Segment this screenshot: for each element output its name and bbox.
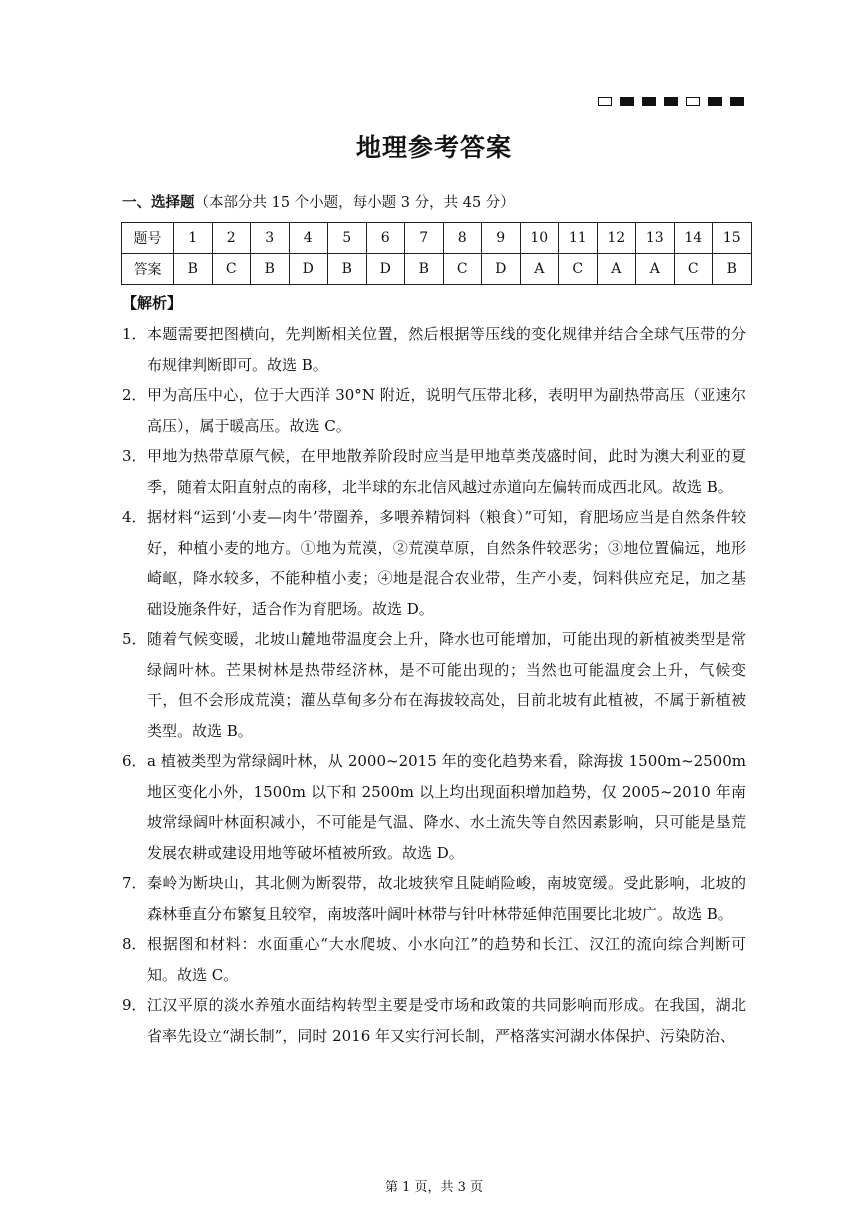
explanation-item — [122, 868, 746, 929]
filled-square-mark — [664, 97, 678, 106]
question-number: 6 — [366, 223, 405, 254]
explanation-item — [122, 380, 746, 441]
section-heading — [122, 191, 515, 212]
answer-letter: D — [289, 254, 328, 285]
question-number: 11 — [559, 223, 598, 254]
row-label-question: 题号 — [122, 223, 174, 254]
item-number: 1． — [122, 325, 147, 343]
answer-letter: C — [674, 254, 713, 285]
item-number: 3． — [122, 447, 147, 465]
item-number: 9． — [122, 996, 147, 1014]
answer-letter: B — [713, 254, 752, 285]
answer-letter: A — [520, 254, 559, 285]
explanation-item — [122, 319, 746, 380]
item-number: 4． — [122, 508, 147, 526]
answer-letter: A — [597, 254, 636, 285]
answer-letter: A — [636, 254, 675, 285]
question-number-row — [122, 223, 752, 254]
header-marks — [598, 97, 744, 106]
answer-letter: C — [559, 254, 598, 285]
item-number: 6． — [122, 752, 147, 770]
explanation-list — [122, 319, 746, 1051]
question-number: 3 — [251, 223, 290, 254]
answer-table — [121, 222, 752, 285]
question-number: 1 — [174, 223, 213, 254]
item-number: 8． — [122, 935, 147, 953]
question-number: 4 — [289, 223, 328, 254]
hollow-square-mark — [598, 97, 612, 106]
answer-letter: D — [366, 254, 405, 285]
question-number: 15 — [713, 223, 752, 254]
answer-letter: D — [482, 254, 521, 285]
answer-row — [122, 254, 752, 285]
filled-square-mark — [730, 97, 744, 106]
explanation-item — [122, 990, 746, 1051]
explanation-item — [122, 441, 746, 502]
answer-letter: B — [251, 254, 290, 285]
item-text: 秦岭为断块山，其北侧为断裂带，故北坡狭窄且陡峭险峻，南坡宽缓。受此影响，北坡的森林垂直分布繁复且较窄，南坡落叶阔叶林带与针叶林带延伸范围要比北坡广。故选 B。 — [147, 874, 746, 923]
question-number: 5 — [328, 223, 367, 254]
item-number: 2． — [122, 386, 147, 404]
item-text: 据材料“运到‘小麦—肉牛’带圈养，多喂养精饲料（粮食）”可知，育肥场应当是自然条件较好，种植小麦的地方。①地为荒漠，②荒漠草原，自然条件较恶劣；③地位置偏远，地形崎岖，降水较多，不能种植小麦；④地是混合农业带，生产小麦，饲料供应充足，加之基础设施条件好，适合作为育肥场。故选 D。 — [147, 508, 746, 618]
item-text: a 植被类型为常绿阔叶林，从 2000~2015 年的变化趋势来看，除海拔 1500m~2500m 地区变化小外，1500m 以下和 2500m 以上均出现面积增加趋势，仅 2005~2010 年南坡常绿阔叶林面积减小，不可能是气温、降水、水土流失等自然因素影响，只可能是垦荒发展农耕或建设用地等破坏植被所致。故选 D。 — [147, 752, 746, 862]
row-label-answer: 答案 — [122, 254, 174, 285]
explanation-item — [122, 624, 746, 746]
question-number: 9 — [482, 223, 521, 254]
answer-letter: C — [443, 254, 482, 285]
hollow-square-mark — [686, 97, 700, 106]
question-number: 12 — [597, 223, 636, 254]
item-text: 根据图和材料：水面重心“大水爬坡、小水向江”的趋势和长江、汉江的流向综合判断可知。故选 C。 — [147, 935, 746, 984]
question-number: 13 — [636, 223, 675, 254]
question-number: 10 — [520, 223, 559, 254]
page-footer: 第 1 页，共 3 页 — [384, 1180, 484, 1195]
answer-letter: B — [174, 254, 213, 285]
filled-square-mark — [642, 97, 656, 106]
explanation-item — [122, 502, 746, 624]
answer-letter: B — [328, 254, 367, 285]
question-number: 2 — [212, 223, 251, 254]
item-number: 7． — [122, 874, 147, 892]
filled-square-mark — [620, 97, 634, 106]
answer-letter: B — [405, 254, 444, 285]
section-label: 一、选择题 — [122, 194, 195, 211]
section-note: （本部分共 15 个小题，每小题 3 分，共 45 分） — [194, 195, 515, 211]
question-number: 7 — [405, 223, 444, 254]
page-title: 地理参考答案 — [355, 133, 512, 162]
item-text: 甲为高压中心，位于大西洋 30°N 附近，说明气压带北移，表明甲为副热带高压（亚速尔高压），属于暖高压。故选 C。 — [147, 386, 746, 435]
item-text: 江汉平原的淡水养殖水面结构转型主要是受市场和政策的共同影响而形成。在我国，湖北省率先设立“湖长制”，同时 2016 年又实行河长制，严格落实河湖水体保护、污染防治、 — [147, 996, 746, 1045]
item-text: 随着气候变暖，北坡山麓地带温度会上升，降水也可能增加，可能出现的新植被类型是常绿阔叶林。芒果树林是热带经济林，是不可能出现的；当然也可能温度会上升，气候变干，但不会形成荒漠；灌丛草甸多分布在海拔较高处，目前北坡有此植被，不属于新植被类型。故选 B。 — [147, 630, 746, 740]
explanation-item — [122, 929, 746, 990]
filled-square-mark — [708, 97, 722, 106]
analysis-heading: 【解析】 — [122, 294, 183, 312]
answer-letter: C — [212, 254, 251, 285]
item-number: 5． — [122, 630, 147, 648]
question-number: 8 — [443, 223, 482, 254]
explanation-item — [122, 746, 746, 868]
item-text: 本题需要把图横向，先判断相关位置，然后根据等压线的变化规律并结合全球气压带的分布规律判断即可。故选 B。 — [147, 325, 746, 374]
question-number: 14 — [674, 223, 713, 254]
item-text: 甲地为热带草原气候，在甲地散养阶段时应当是甲地草类茂盛时间，此时为澳大利亚的夏季，随着太阳直射点的南移，北半球的东北信风越过赤道向左偏转而成西北风。故选 B。 — [147, 447, 746, 496]
